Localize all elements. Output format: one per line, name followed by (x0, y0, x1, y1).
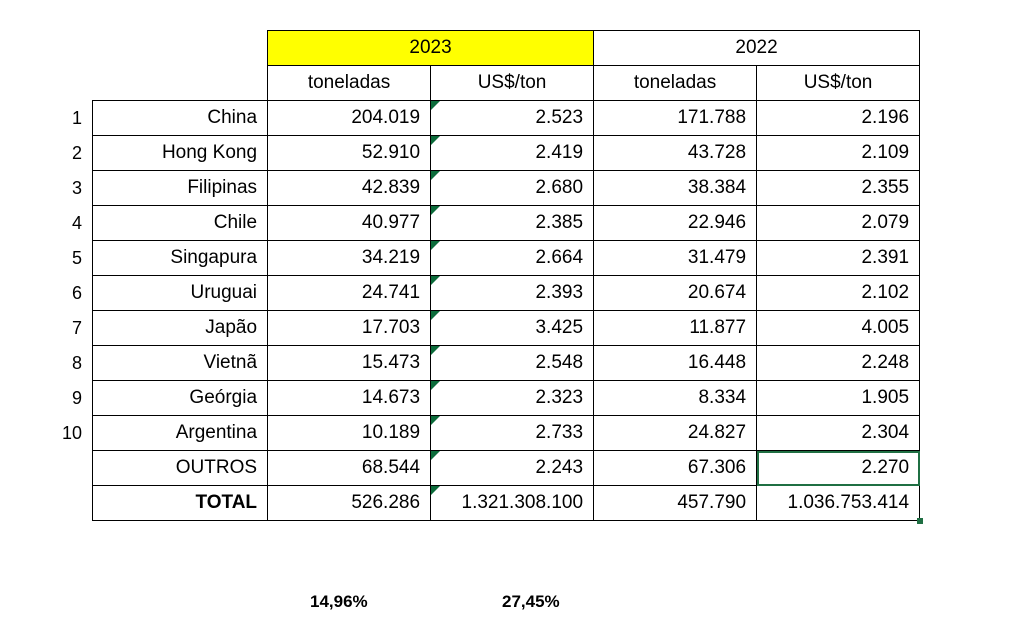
row-country[interactable]: Argentina (93, 416, 268, 451)
cell-total-2023-usd[interactable]: 1.321.308.100 (431, 486, 594, 521)
cell-2022-usd-ton[interactable]: 2.196 (757, 101, 920, 136)
selected-cell-2022-usd-ton[interactable]: 2.270 (757, 451, 920, 486)
cell-2023-toneladas[interactable]: 42.839 (268, 171, 431, 206)
subheader-2023-toneladas: toneladas (268, 66, 431, 101)
table-row-outros (52, 451, 920, 486)
row-rank: 7 (72, 317, 83, 338)
table-row (52, 276, 920, 311)
subheader-2023-usd-ton: US$/ton (431, 66, 594, 101)
cell-2023-usd-ton[interactable]: 3.425 (431, 311, 594, 346)
cell-2023-toneladas[interactable]: 15.473 (268, 346, 431, 381)
cell-2023-toneladas[interactable]: 17.703 (268, 311, 431, 346)
cell-2022-usd-ton[interactable]: 2.391 (757, 241, 920, 276)
row-rank: 3 (72, 177, 83, 198)
rank-header-spacer (52, 31, 93, 66)
table-row (52, 381, 920, 416)
row-country[interactable]: Uruguai (93, 276, 268, 311)
row-rank (52, 486, 93, 521)
cell-2023-usd-ton[interactable]: 2.664 (431, 241, 594, 276)
selection-fill-handle[interactable] (917, 518, 923, 524)
row-rank: 2 (72, 142, 83, 163)
table-row-total (52, 486, 920, 521)
cell-2022-usd-ton[interactable]: 2.304 (757, 416, 920, 451)
table-row (52, 171, 920, 206)
cell-2023-toneladas[interactable]: 10.189 (268, 416, 431, 451)
year-header-2023: 2023 (268, 31, 594, 66)
cell-2022-toneladas[interactable]: 24.827 (594, 416, 757, 451)
row-country[interactable]: Hong Kong (93, 136, 268, 171)
row-country[interactable]: Geórgia (93, 381, 268, 416)
cell-2023-usd-ton[interactable]: 2.733 (431, 416, 594, 451)
cell-2022-toneladas[interactable]: 31.479 (594, 241, 757, 276)
year-header-2022: 2022 (594, 31, 920, 66)
cell-2023-usd-ton[interactable]: 2.385 (431, 206, 594, 241)
table-row (52, 346, 920, 381)
table-row (52, 311, 920, 346)
row-rank (52, 451, 93, 486)
row-country[interactable]: China (93, 101, 268, 136)
subheader-2022-usd-ton: US$/ton (757, 66, 920, 101)
cell-2022-usd-ton[interactable]: 2.109 (757, 136, 920, 171)
cell-2023-usd-ton[interactable]: 2.548 (431, 346, 594, 381)
cell-2022-usd-ton[interactable]: 1.905 (757, 381, 920, 416)
cell-2022-usd-ton[interactable]: 2.102 (757, 276, 920, 311)
exports-table (52, 30, 920, 521)
cell-2023-toneladas[interactable]: 14.673 (268, 381, 431, 416)
row-rank: 8 (72, 352, 83, 373)
cell-2022-toneladas[interactable]: 67.306 (594, 451, 757, 486)
cell-2022-usd-ton[interactable]: 2.079 (757, 206, 920, 241)
cell-2022-toneladas[interactable]: 22.946 (594, 206, 757, 241)
cell-2022-usd-ton[interactable]: 2.355 (757, 171, 920, 206)
cell-2022-toneladas[interactable]: 8.334 (594, 381, 757, 416)
footnote-value-variation: 27,45% (502, 592, 560, 611)
row-country[interactable]: OUTROS (93, 451, 268, 486)
row-rank: 4 (72, 212, 83, 233)
table-header-metrics (52, 66, 920, 101)
row-rank: 10 (62, 422, 83, 443)
subheader-2022-toneladas: toneladas (594, 66, 757, 101)
cell-2023-usd-ton[interactable]: 2.680 (431, 171, 594, 206)
rank-subheader-spacer (52, 66, 93, 101)
cell-2023-usd-ton[interactable]: 2.523 (431, 101, 594, 136)
row-country[interactable]: Vietnã (93, 346, 268, 381)
table-row (52, 206, 920, 241)
row-rank: 5 (72, 247, 83, 268)
table-row (52, 416, 920, 451)
row-country[interactable]: Filipinas (93, 171, 268, 206)
footnote-tons-variation: 14,96% (310, 592, 368, 611)
country-header-spacer (93, 31, 268, 66)
row-country[interactable]: Japão (93, 311, 268, 346)
row-country[interactable]: Singapura (93, 241, 268, 276)
cell-2022-toneladas[interactable]: 11.877 (594, 311, 757, 346)
cell-total-2023-toneladas[interactable]: 526.286 (268, 486, 431, 521)
cell-total-2022-toneladas[interactable]: 457.790 (594, 486, 757, 521)
cell-2023-toneladas[interactable]: 24.741 (268, 276, 431, 311)
cell-2023-toneladas[interactable]: 40.977 (268, 206, 431, 241)
cell-2023-usd-ton[interactable]: 2.243 (431, 451, 594, 486)
country-subheader-spacer (93, 66, 268, 101)
cell-total-2022-usd[interactable]: 1.036.753.414 (757, 486, 920, 521)
row-rank: 6 (72, 282, 83, 303)
cell-2023-usd-ton[interactable]: 2.419 (431, 136, 594, 171)
cell-2022-toneladas[interactable]: 171.788 (594, 101, 757, 136)
cell-2023-toneladas[interactable]: 34.219 (268, 241, 431, 276)
table-row (52, 241, 920, 276)
cell-2023-toneladas[interactable]: 204.019 (268, 101, 431, 136)
row-country-total[interactable]: TOTAL (93, 486, 268, 521)
cell-2023-toneladas[interactable]: 52.910 (268, 136, 431, 171)
table-row (52, 101, 920, 136)
row-rank: 9 (72, 387, 83, 408)
table-header-years (52, 31, 920, 66)
cell-2022-toneladas[interactable]: 43.728 (594, 136, 757, 171)
cell-2022-toneladas[interactable]: 16.448 (594, 346, 757, 381)
row-rank: 1 (72, 107, 83, 128)
cell-2023-toneladas[interactable]: 68.544 (268, 451, 431, 486)
cell-2022-toneladas[interactable]: 20.674 (594, 276, 757, 311)
cell-2022-toneladas[interactable]: 38.384 (594, 171, 757, 206)
cell-2022-usd-ton[interactable]: 2.248 (757, 346, 920, 381)
table-row (52, 136, 920, 171)
row-country[interactable]: Chile (93, 206, 268, 241)
cell-2023-usd-ton[interactable]: 2.393 (431, 276, 594, 311)
cell-2023-usd-ton[interactable]: 2.323 (431, 381, 594, 416)
cell-2022-usd-ton[interactable]: 4.005 (757, 311, 920, 346)
